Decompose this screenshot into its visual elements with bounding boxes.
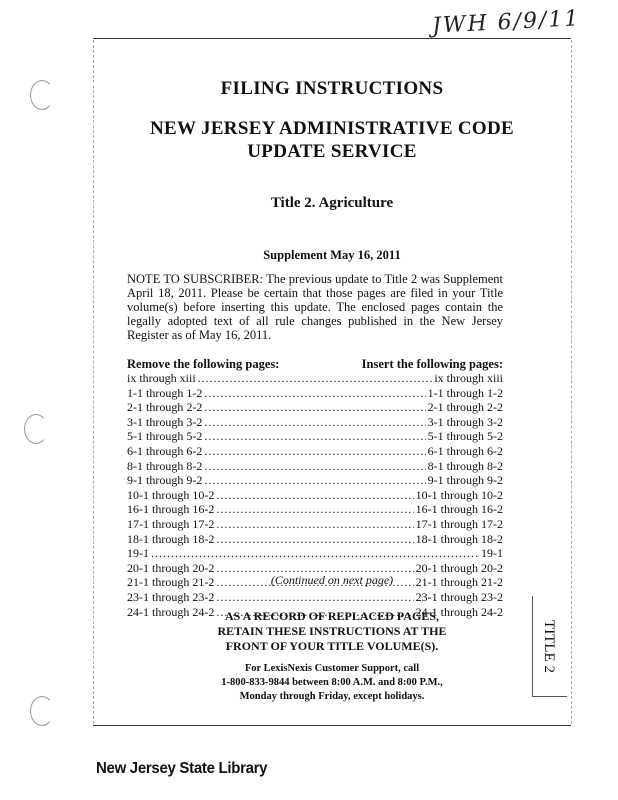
title-tab [538, 606, 558, 686]
leader-dots [216, 517, 413, 532]
support-line-1: For LexisNexis Customer Support, call [244, 663, 420, 674]
leader-dots [216, 590, 413, 605]
insert-pages: 21-1 through 21-2 [415, 575, 503, 590]
insert-pages: 10-1 through 10-2 [415, 487, 503, 502]
insert-pages: 8-1 through 8-2 [427, 458, 503, 473]
punch-hole-top [30, 80, 54, 110]
table-row [127, 371, 503, 386]
leader-dots [204, 459, 425, 474]
insert-pages: 9-1 through 9-2 [427, 473, 503, 488]
heading-njac: NEW JERSEY ADMINISTRATIVE CODE [150, 118, 514, 139]
remove-pages: ix through xiii [127, 371, 196, 385]
heading-filing-instructions: FILING INSTRUCTIONS [220, 78, 444, 99]
leader-dots [204, 473, 425, 488]
customer-support [93, 662, 571, 704]
title-tab-label: TITLE 2 [540, 619, 557, 673]
remove-pages: 9-1 through 9-2 [127, 473, 203, 488]
remove-pages: 23-1 through 23-2 [127, 589, 215, 604]
insert-pages: 16-1 through 16-2 [415, 502, 503, 517]
remove-pages: 2-1 through 2-2 [127, 400, 203, 415]
table-row [127, 488, 503, 503]
table-header [127, 357, 503, 371]
remove-pages: 24-1 through 24-2 [127, 604, 215, 619]
record-line-1: AS A RECORD OF REPLACED PAGES, [224, 609, 440, 623]
insert-pages: 2-1 through 2-2 [427, 400, 503, 415]
table-row [127, 400, 503, 415]
table-row [127, 590, 503, 605]
insert-pages: 6-1 through 6-2 [427, 443, 503, 458]
remove-pages: 19-1 [127, 546, 149, 561]
insert-pages: 23-1 through 23-2 [415, 589, 503, 604]
remove-pages: 5-1 through 5-2 [127, 429, 203, 444]
remove-pages: 17-1 through 17-2 [127, 516, 215, 531]
table-row [127, 415, 503, 430]
supplement-date: Supplement May 16, 2011 [263, 248, 401, 262]
remove-pages: 8-1 through 8-2 [127, 458, 203, 473]
insert-pages: 3-1 through 3-2 [427, 414, 503, 429]
leader-dots [216, 502, 413, 517]
leader-dots [216, 488, 413, 503]
insert-pages: 5-1 through 5-2 [427, 429, 503, 444]
punch-hole-bottom [30, 696, 54, 726]
insert-pages: 24-1 through 24-2 [415, 604, 503, 619]
record-instructions [93, 609, 571, 654]
table-row [127, 517, 503, 532]
remove-pages: 6-1 through 6-2 [127, 443, 203, 458]
record-line-2: RETAIN THESE INSTRUCTIONS AT THE [217, 624, 447, 638]
table-row [127, 429, 503, 444]
insert-pages: 1-1 through 1-2 [427, 385, 503, 400]
insert-pages: 20-1 through 20-2 [415, 560, 503, 575]
table-row [127, 386, 503, 401]
table-row [127, 473, 503, 488]
table-row [127, 459, 503, 474]
remove-header: Remove the following pages: [127, 357, 280, 371]
right-margin-line [571, 40, 572, 724]
table-row [127, 532, 503, 547]
leader-dots [204, 400, 425, 415]
remove-pages: 10-1 through 10-2 [127, 487, 215, 502]
remove-pages: 18-1 through 18-2 [127, 531, 215, 546]
leader-dots [151, 546, 479, 561]
record-line-3: FRONT OF YOUR TITLE VOLUME(S). [225, 639, 439, 653]
remove-pages: 21-1 through 21-2 [127, 575, 215, 590]
remove-pages: 20-1 through 20-2 [127, 560, 215, 575]
leader-dots [204, 444, 425, 459]
punch-hole-middle [24, 414, 48, 444]
insert-header: Insert the following pages: [361, 357, 503, 371]
continued-note: (Continued on next page) [270, 573, 394, 587]
heading-update-service: UPDATE SERVICE [247, 141, 417, 162]
leader-dots [204, 386, 425, 401]
title-name: Title 2. Agriculture [270, 195, 394, 211]
leader-dots [204, 415, 425, 430]
leader-dots [204, 429, 425, 444]
insert-pages: ix through xiii [434, 371, 503, 385]
remove-pages: 1-1 through 1-2 [127, 385, 203, 400]
insert-pages: 19-1 [481, 546, 503, 561]
leader-dots [216, 532, 413, 547]
table-row [127, 444, 503, 459]
insert-pages: 17-1 through 17-2 [415, 516, 503, 531]
support-line-3: Monday through Friday, except holidays. [239, 691, 425, 702]
remove-pages: 3-1 through 3-2 [127, 414, 203, 429]
library-stamp: New Jersey State Library [96, 759, 268, 778]
leader-dots [198, 371, 433, 386]
table-row [127, 546, 503, 561]
remove-pages: 16-1 through 16-2 [127, 502, 215, 517]
handwritten-annotation: JWH 6/9/11 [431, 6, 581, 39]
support-line-2: 1-800-833-9844 between 8:00 A.M. and 8:00 P.M., [221, 677, 443, 688]
insert-pages: 18-1 through 18-2 [415, 531, 503, 546]
table-row [127, 502, 503, 517]
note-to-subscriber: NOTE TO SUBSCRIBER: The previous update to Title 2 was Supplement April 18, 2011. Please be certain that those pages are filed in your Title volume(s) before inserting this update. The enclosed pages contain the legally adopted text of all rule changes published in the New Jersey Register as of May 16, 2011. [127, 272, 503, 342]
